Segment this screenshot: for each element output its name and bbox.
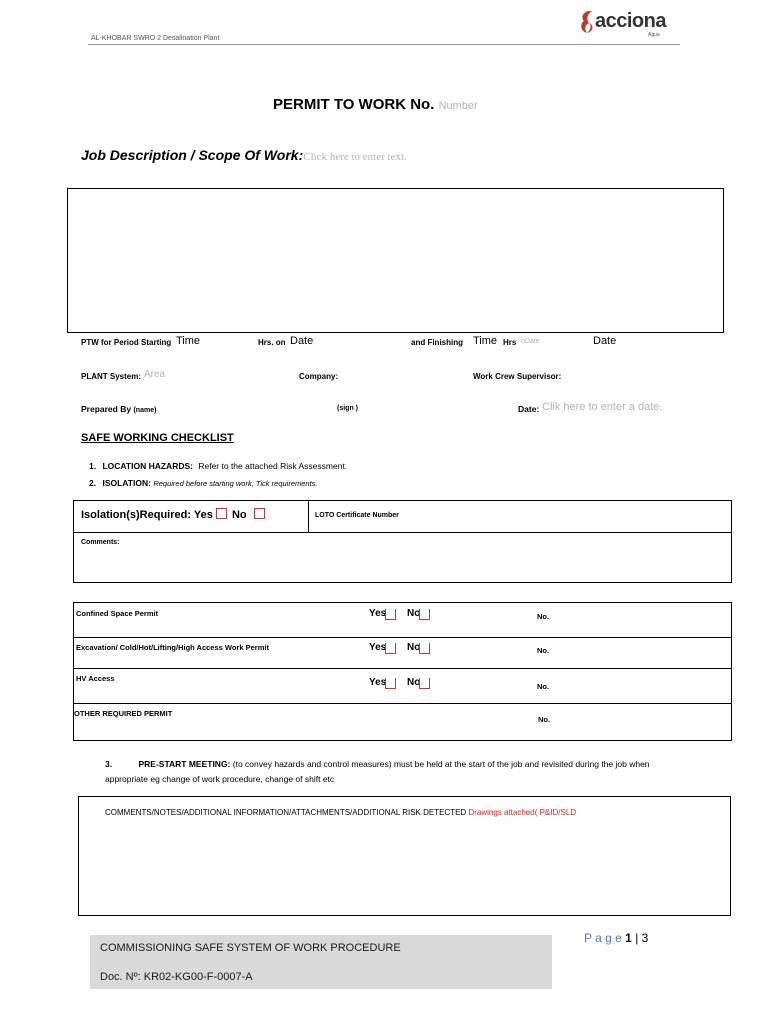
checklist-item-num: 2.: [89, 478, 97, 488]
ptw-period-label: PTW for Period Starting: [81, 338, 172, 347]
isolation-yes-checkbox[interactable]: [216, 508, 227, 519]
yes-checkbox[interactable]: [385, 609, 396, 620]
page-label: P a g e: [584, 931, 622, 945]
start-date-field[interactable]: Date: [290, 335, 314, 347]
page-current: 1: [625, 931, 632, 945]
permits-row-divider: [73, 668, 732, 669]
date-field[interactable]: Clik here to enter a date.: [542, 401, 663, 413]
job-description-field[interactable]: Click here to enter text.: [303, 151, 407, 163]
prestart-label: PRE-START MEETING:: [138, 759, 231, 769]
checklist-item-label: ISOLATION:: [102, 478, 151, 488]
checklist-item-label: LOCATION HAZARDS:: [102, 461, 193, 471]
comments-label: Comments:: [81, 539, 120, 546]
hrs-on-label: Hrs. on: [258, 338, 286, 347]
permits-table: [73, 602, 732, 741]
permit-yes-no: [369, 608, 430, 620]
finish-date-field[interactable]: Date: [593, 335, 617, 347]
permits-row-divider: [73, 703, 732, 704]
plant-system-label: PLANT System:: [81, 372, 142, 381]
header-rule: [88, 44, 680, 45]
permit-yes-no: [369, 642, 430, 654]
isolation-row-divider: [73, 532, 732, 533]
job-description-row: [81, 147, 407, 163]
yes-checkbox[interactable]: [385, 643, 396, 654]
hrs-label: Hrs: [503, 338, 517, 347]
permit-yes-no: [369, 677, 430, 689]
yes-label: Yes: [369, 677, 387, 688]
no-label: No: [407, 608, 421, 619]
sign-hint: (sign ): [337, 405, 358, 412]
prestart-text: (to convey hazards and control measures) must be held at the start of the job and revisited during the job when appropriate eg change of work procedure, change of shift etc: [105, 759, 650, 784]
no-checkbox[interactable]: [419, 678, 430, 689]
permit-number-field[interactable]: Number: [438, 100, 478, 112]
start-time-field[interactable]: Time: [176, 335, 201, 347]
odate-placeholder: oDate: [521, 338, 540, 345]
prestart-paragraph: [105, 757, 685, 787]
permit-number-label: No.: [537, 646, 550, 655]
no-checkbox[interactable]: [419, 643, 430, 654]
page-indicator: [584, 931, 648, 945]
yes-label: Yes: [369, 608, 387, 619]
permit-number-label: No.: [537, 612, 550, 621]
checklist-item: [89, 461, 347, 471]
checklist-item: [89, 478, 318, 488]
supervisor-label: Work Crew Supervisor:: [473, 372, 562, 381]
yes-label: Yes: [369, 642, 387, 653]
comments-box-text: COMMENTS/NOTES/ADDITIONAL INFORMATION/ATTACHMENTS/ADDITIONAL RISK DETECTED: [105, 808, 467, 817]
no-label: No: [407, 642, 421, 653]
company-label: Company:: [299, 372, 339, 381]
permit-label: Excavation/ Cold/Hot/Lifting/High Access Work Permit: [76, 643, 269, 652]
permit-label: Confined Space Permit: [76, 609, 159, 618]
isolation-no-label: No: [231, 509, 247, 521]
no-checkbox[interactable]: [419, 609, 430, 620]
logo-subtext: Agua: [648, 32, 660, 38]
job-description-label: Job Description / Scope Of Work: [81, 147, 299, 163]
page-total: 3: [641, 931, 649, 945]
permit-label: OTHER REQUIRED PERMIT: [74, 709, 173, 718]
job-description-colon: :: [298, 147, 304, 163]
page-separator: |: [635, 931, 639, 945]
plant-name: AL-KHOBAR SWRO 2 Desalination Plant: [91, 35, 220, 42]
checklist-item-text: Required before starting work, Tick requirements.: [153, 479, 318, 488]
date-label: Date:: [518, 404, 540, 414]
job-description-box[interactable]: [67, 188, 724, 333]
comments-box-label: [105, 808, 576, 817]
yes-checkbox[interactable]: [385, 678, 396, 689]
logo-text: acciona: [595, 10, 666, 32]
footer-doc-title: COMMISSIONING SAFE SYSTEM OF WORK PROCEDURE: [100, 942, 401, 954]
isolation-required: [81, 508, 265, 521]
permit-title-label: PERMIT TO WORK No.: [273, 96, 435, 113]
finish-time-field[interactable]: Time: [473, 335, 498, 347]
checklist-item-text: Refer to the attached Risk Assessment.: [198, 461, 348, 471]
area-field[interactable]: Area: [144, 369, 166, 380]
and-finishing-label: and Finishing: [411, 338, 463, 347]
loto-label: LOTO Certificate Number: [315, 512, 399, 519]
prepared-by-text: Prepared By: [81, 404, 132, 414]
drawings-attached-note: Drawings attached( P&ID/SLD: [468, 808, 577, 817]
page-title: [273, 96, 478, 113]
permits-row-divider: [73, 637, 732, 638]
isolation-required-label: Isolation(s)Required: Yes: [81, 509, 213, 521]
prepared-by-label: [81, 404, 156, 414]
checklist-heading: SAFE WORKING CHECKLIST: [81, 432, 234, 444]
isolation-no-checkbox[interactable]: [254, 508, 265, 519]
company-logo: [578, 6, 668, 40]
permit-number-label: No.: [537, 682, 550, 691]
permit-label: HV Access: [76, 674, 115, 683]
name-hint: (name): [133, 407, 157, 414]
footer-doc-number: Doc. Nº: KR02-KG00-F-0007-A: [100, 971, 253, 983]
permit-number-label: No.: [538, 715, 551, 724]
prestart-num: 3.: [105, 759, 113, 769]
isolation-col-divider: [308, 500, 309, 532]
checklist-item-num: 1.: [89, 461, 97, 471]
no-label: No: [407, 677, 421, 688]
